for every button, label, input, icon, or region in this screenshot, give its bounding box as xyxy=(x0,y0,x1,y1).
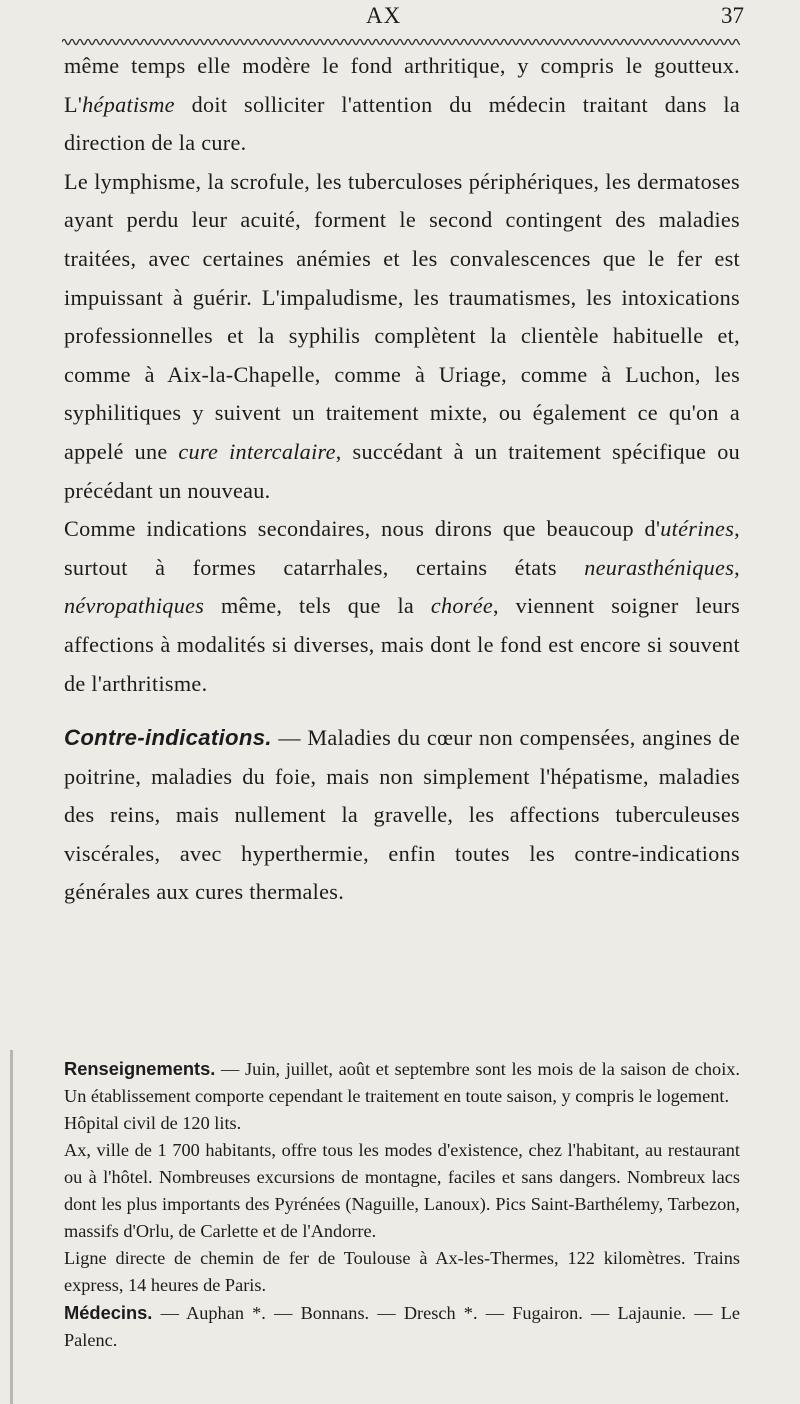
running-title: AX xyxy=(366,3,402,28)
p3-italic-nevropathiques: névropathiques xyxy=(64,593,205,619)
paragraph-1 xyxy=(64,47,740,163)
p2-text-c: , succédant à un traitement spécifique ou précédant un nouveau. xyxy=(64,438,740,503)
p3-text-g: même, tels que la xyxy=(204,593,431,619)
p1-text-b: L' xyxy=(64,91,83,117)
paragraph-2 xyxy=(64,163,740,510)
renseignements xyxy=(64,1055,740,1110)
paragraph-3 xyxy=(64,510,740,703)
ligne-chemin-de-fer: Ligne directe de chemin de fer de Toulouse à Ax-les-Thermes, 122 kilomètres. Trains express, 14 heures de Paris. xyxy=(64,1248,740,1295)
p2-italic-cure: cure intercalaire xyxy=(178,438,336,464)
p3-text-c: , surtout à formes catarrhales, certains états xyxy=(64,516,740,580)
p2-text-a: Le lymphisme, la scrofule, les tuberculoses périphériques, les dermatoses ayant perdu leur acuité, forment le second contingent des maladies traitées, avec certaines anémies et les convalescences que le fer est impuissant à guérir. L'impaludisme, les traumatismes, les intoxications professionnelles et la syphilis complètent la clientèle habituelle et, comme à Aix-la-Chapelle, comme à Uriage, comme à Luchon, les syphilitiques y suivent un traitement mixte, ou également ce qu'on a appelé une xyxy=(64,168,740,464)
p1-italic-hepatisme: hépatisme xyxy=(82,91,175,117)
contre-indications-text: — Maladies du cœur non compensées, angines de poitrine, maladies du foie, mais non simplement l'hépatisme, maladies des reins, mais nullement la gravelle, les affections tuberculeuses viscérales, avec hyperthermie, enfin toutes les contre-indications générales aux cures thermales. xyxy=(64,725,740,905)
p1-text-a: même temps elle modère le fond arthritique, y compris le goutteux. xyxy=(64,53,740,78)
page-number: 37 xyxy=(721,3,744,28)
ville-description: Ax, ville de 1 700 habitants, offre tous les modes d'existence, chez l'habitant, au restaurant ou à l'hôtel. Nombreuses excursions de montagne, faciles et sans dangers. Nombreux lacs dont les plus importants des Pyrénées (Naguille, Lanoux). Pics Saint-Barthélemy, Tarbezon, massifs d'Orlu, de Carlette et de l'Andorre. xyxy=(64,1140,740,1241)
p3-italic-uterines: utérines xyxy=(660,516,735,542)
running-header xyxy=(0,3,800,29)
p3-italic-choree: chorée xyxy=(430,593,494,619)
paragraph-4 xyxy=(64,719,740,912)
hopital: Hôpital civil de 120 lits. xyxy=(64,1113,242,1133)
medecins-label: Médecins. xyxy=(64,1302,153,1323)
notes-section xyxy=(64,1055,740,1354)
p3-italic-neurastheniques: neurasthéniques xyxy=(584,554,735,580)
medecins xyxy=(64,1299,740,1354)
p1-text-c: doit solliciter l'attention du médecin traitant dans la direction de la cure. xyxy=(64,91,740,156)
wavy-rule xyxy=(62,37,740,47)
main-text xyxy=(64,47,740,912)
renseignements-label: Renseignements. xyxy=(64,1058,216,1079)
p3-text-e: , xyxy=(734,554,740,580)
p3-text-i: , viennent soigner leurs affections à modalités si diverses, mais dont le fond est encore si souvent de l'arthritisme. xyxy=(64,593,741,696)
contre-indications-label: Contre-indications. xyxy=(64,725,272,751)
medecins-text: — Auphan *. — Bonnans. — Dresch *. — Fugairon. — Lajaunie. — Le Palenc. xyxy=(64,1303,740,1350)
p3-text-a: Comme indications secondaires, nous dirons que beaucoup d' xyxy=(64,516,661,542)
renseignements-text: — Juin, juillet, août et septembre sont les mois de la saison de choix. Un établissement comporte cependant le traitement en toute saison, y compris le logement. xyxy=(64,1059,740,1106)
scan-margin-line xyxy=(10,1050,13,1404)
